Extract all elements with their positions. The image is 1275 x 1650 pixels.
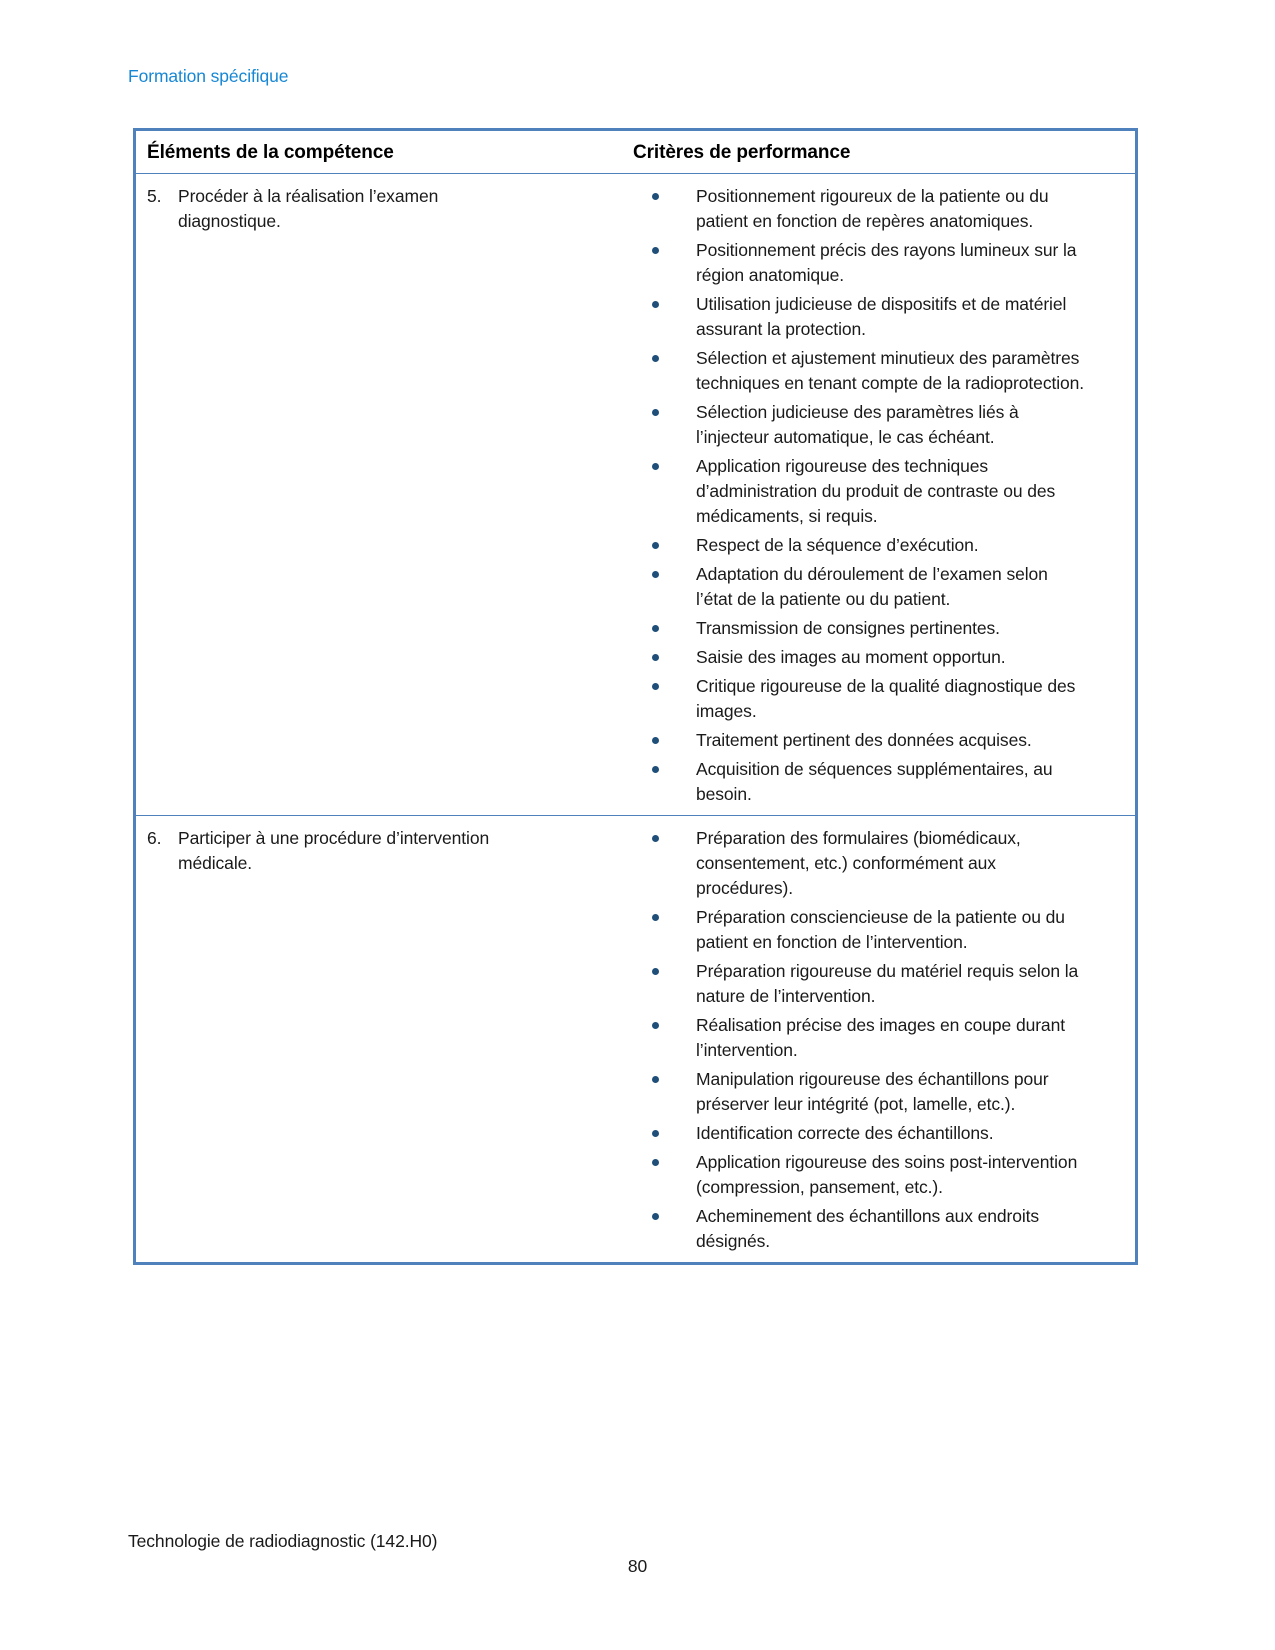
criteria-text: Manipulation rigoureuse des échantillons pour préserver leur intégrité (pot, lamelle, etc.). xyxy=(696,1069,1049,1114)
criteria-item xyxy=(618,728,1123,753)
bullet-icon xyxy=(652,766,659,773)
criteria-item xyxy=(618,400,1123,450)
criteria-item xyxy=(618,905,1123,955)
criteria-item xyxy=(618,645,1123,670)
criteria-text: Acheminement des échantillons aux endroits désignés. xyxy=(696,1206,1040,1251)
criteria-item xyxy=(618,674,1123,724)
criteria-text: Sélection judicieuse des paramètres liés à l’injecteur automatique, le cas échéant. xyxy=(696,402,1019,447)
criteria-text: Préparation des formulaires (biomédicaux, consentement, etc.) conformément aux procédures). xyxy=(696,828,1021,898)
element-item xyxy=(147,826,618,876)
footer-program-title: Technologie de radiodiagnostic (142.H0) xyxy=(128,1531,438,1551)
criteria-item xyxy=(618,1204,1123,1254)
criteria-item xyxy=(618,454,1123,529)
bullet-icon xyxy=(652,409,659,416)
criteria-text: Respect de la séquence d’exécution. xyxy=(696,535,979,555)
criteria-list xyxy=(618,184,1123,807)
table-row xyxy=(136,816,1135,1262)
bullet-icon xyxy=(652,463,659,470)
criteria-text: Saisie des images au moment opportun. xyxy=(696,647,1006,667)
column-header-criteria: Critères de performance xyxy=(633,142,851,163)
bullet-icon xyxy=(652,683,659,690)
criteria-text: Application rigoureuse des techniques d’administration du produit de contraste ou des médicaments, si requis. xyxy=(696,456,1056,526)
page-number: 80 xyxy=(627,1556,648,1576)
criteria-cell xyxy=(618,174,1135,815)
bullet-icon xyxy=(652,654,659,661)
criteria-item xyxy=(618,1067,1123,1117)
criteria-item xyxy=(618,238,1123,288)
bullet-icon xyxy=(652,301,659,308)
criteria-text: Utilisation judicieuse de dispositifs et de matériel assurant la protection. xyxy=(696,294,1067,339)
bullet-icon xyxy=(652,247,659,254)
element-item xyxy=(147,184,618,234)
table-header-row xyxy=(136,131,1135,174)
table-row xyxy=(136,174,1135,816)
element-cell xyxy=(136,816,618,1262)
column-header-elements: Éléments de la compétence xyxy=(147,142,394,163)
bullet-icon xyxy=(652,1159,659,1166)
bullet-icon xyxy=(652,1076,659,1083)
bullet-icon xyxy=(652,625,659,632)
criteria-item xyxy=(618,826,1123,901)
criteria-item xyxy=(618,1013,1123,1063)
criteria-cell xyxy=(618,816,1135,1262)
element-text: Participer à une procédure d’intervention médicale. xyxy=(178,828,490,873)
criteria-item xyxy=(618,959,1123,1009)
criteria-text: Critique rigoureuse de la qualité diagnostique des images. xyxy=(696,676,1076,721)
criteria-item xyxy=(618,184,1123,234)
criteria-text: Positionnement rigoureux de la patiente ou du patient en fonction de repères anatomiques. xyxy=(696,186,1049,231)
element-number: 5. xyxy=(147,186,162,206)
table-body xyxy=(136,174,1135,1262)
criteria-item xyxy=(618,346,1123,396)
criteria-text: Réalisation précise des images en coupe durant l’intervention. xyxy=(696,1015,1065,1060)
criteria-item xyxy=(618,1150,1123,1200)
criteria-item xyxy=(618,1121,1123,1146)
bullet-icon xyxy=(652,1022,659,1029)
bullet-icon xyxy=(652,737,659,744)
bullet-icon xyxy=(652,542,659,549)
criteria-item xyxy=(618,616,1123,641)
bullet-icon xyxy=(652,914,659,921)
bullet-icon xyxy=(652,968,659,975)
criteria-item xyxy=(618,292,1123,342)
criteria-text: Identification correcte des échantillons. xyxy=(696,1123,994,1143)
section-label: Formation spécifique xyxy=(128,66,289,86)
criteria-text: Application rigoureuse des soins post-intervention (compression, pansement, etc.). xyxy=(696,1152,1078,1197)
criteria-text: Traitement pertinent des données acquises. xyxy=(696,730,1032,750)
competency-table xyxy=(133,128,1138,1265)
criteria-list xyxy=(618,826,1123,1254)
criteria-text: Positionnement précis des rayons lumineux sur la région anatomique. xyxy=(696,240,1077,285)
criteria-text: Sélection et ajustement minutieux des paramètres techniques en tenant compte de la radioprotection. xyxy=(696,348,1085,393)
criteria-item xyxy=(618,533,1123,558)
criteria-text: Préparation rigoureuse du matériel requis selon la nature de l’intervention. xyxy=(696,961,1079,1006)
element-text: Procéder à la réalisation l’examen diagnostique. xyxy=(178,186,439,231)
criteria-text: Adaptation du déroulement de l’examen selon l’état de la patiente ou du patient. xyxy=(696,564,1048,609)
element-number: 6. xyxy=(147,828,162,848)
criteria-item xyxy=(618,757,1123,807)
criteria-text: Acquisition de séquences supplémentaires, au besoin. xyxy=(696,759,1053,804)
element-cell xyxy=(136,174,618,815)
criteria-text: Préparation consciencieuse de la patiente ou du patient en fonction de l’intervention. xyxy=(696,907,1065,952)
bullet-icon xyxy=(652,1130,659,1137)
bullet-icon xyxy=(652,571,659,578)
bullet-icon xyxy=(652,1213,659,1220)
bullet-icon xyxy=(652,835,659,842)
criteria-text: Transmission de consignes pertinentes. xyxy=(696,618,1000,638)
bullet-icon xyxy=(652,193,659,200)
criteria-item xyxy=(618,562,1123,612)
bullet-icon xyxy=(652,355,659,362)
